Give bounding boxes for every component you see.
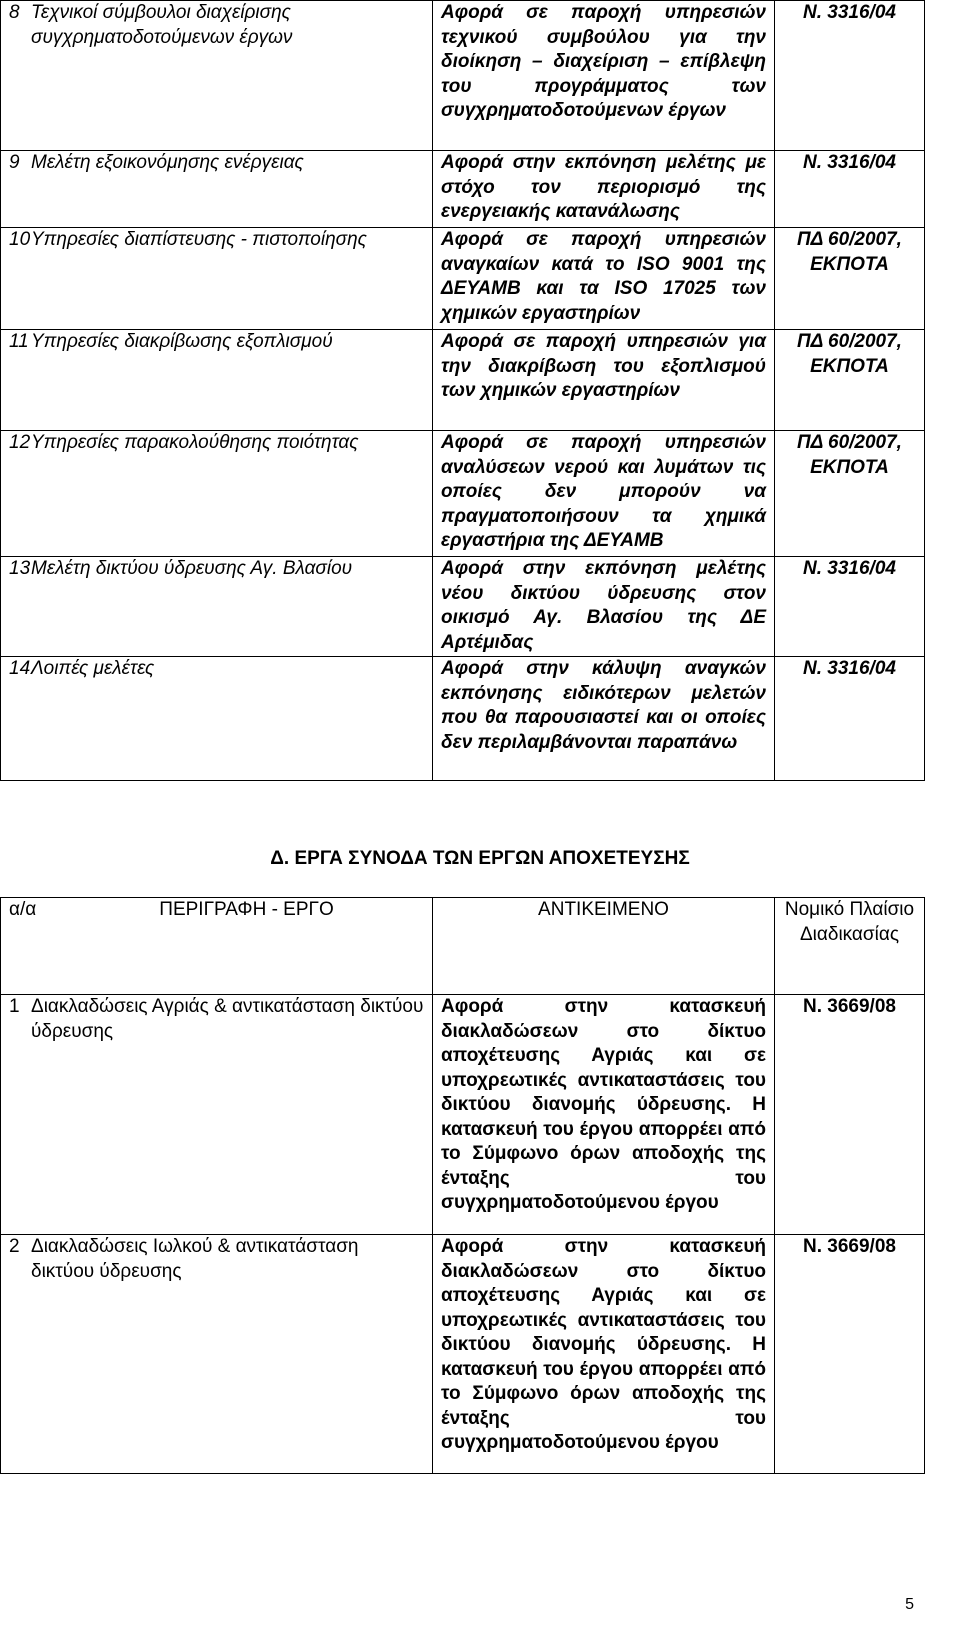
row-object: Αφορά στην κατασκευή διακλαδώσεων στο δίκτυο αποχέτευσης Αγριάς και σε υποχρεωτικές αντικαταστάσεις του δικτύου διανομής ύδρευσης. Η κατασκευή του έργου απορρέει από το Σύμφωνο όρων αποδοχής της ένταξης του συγχρηματοδοτούμενου έργου	[433, 995, 775, 1235]
table-row	[1, 1, 925, 151]
row-number: 10	[9, 229, 31, 250]
row-legal-frame: Ν. 3316/04	[775, 151, 925, 228]
row-title: Υπηρεσίες παρακολούθησης ποιότητας	[31, 432, 359, 453]
row-title: Μελέτη εξοικονόμησης ενέργειας	[31, 152, 304, 173]
row-number: 2	[9, 1236, 20, 1257]
sewerage-projects-table	[0, 897, 925, 1474]
row-object: Αφορά σε παροχή υπηρεσιών αναγκαίων κατά το ISO 9001 της ΔΕΥΑΜΒ και τα ISO 17025 των χημικών εργαστηρίων	[433, 228, 775, 330]
row-number: 9	[9, 152, 20, 173]
row-number: 1	[9, 996, 20, 1017]
row-title-cell	[1, 657, 433, 781]
row-number: 12	[9, 432, 31, 453]
table-row	[1, 431, 925, 557]
row-title-cell	[1, 228, 433, 330]
row-title-cell	[1, 431, 433, 557]
row-number: 8	[9, 2, 20, 23]
header-object: ΑΝΤΙΚΕΙΜΕΝΟ	[433, 898, 775, 995]
row-title: Υπηρεσίες διακρίβωσης εξοπλισμού	[31, 331, 333, 352]
row-object: Αφορά στην κατασκευή διακλαδώσεων στο δίκτυο αποχέτευσης Αγριάς και σε υποχρεωτικές αντικαταστάσεις του δικτύου διανομής ύδρευσης. Η κατασκευή του έργου απορρέει από το Σύμφωνο όρων αποδοχής της ένταξης του συγχρηματοδοτούμενου έργου	[433, 1235, 775, 1474]
header-description: ΠΕΡΙΓΡΑΦΗ - ΕΡΓΟ	[159, 899, 334, 920]
row-number: 11	[9, 331, 29, 352]
row-object: Αφορά στην εκπόνηση μελέτης νέου δικτύου ύδρευσης στον οικισμό Αγ. Βλασίου της ΔΕ Αρτέμιδας	[433, 557, 775, 657]
row-legal-frame: ΠΔ 60/2007, ΕΚΠΟΤΑ	[775, 431, 925, 557]
table-row	[1, 1235, 925, 1474]
row-object: Αφορά σε παροχή υπηρεσιών αναλύσεων νερού και λυμάτων τις οποίες δεν μπορούν να πραγματοποιήσουν τα χημικά εργαστήρια της ΔΕΥΑΜΒ	[433, 431, 775, 557]
row-number: 13	[9, 558, 31, 579]
row-title-cell	[1, 557, 433, 657]
row-legal-frame: Ν. 3669/08	[775, 1235, 925, 1474]
table-row	[1, 657, 925, 781]
header-aa: α/α	[9, 899, 37, 920]
table-row	[1, 228, 925, 330]
table-row	[1, 995, 925, 1235]
row-object: Αφορά σε παροχή υπηρεσιών για την διακρίβωση του εξοπλισμού των χημικών εργαστηρίων	[433, 330, 775, 431]
row-object: Αφορά στην εκπόνηση μελέτης με στόχο τον περιορισμό της ενεργειακής κατανάλωσης	[433, 151, 775, 228]
row-object: Αφορά σε παροχή υπηρεσιών τεχνικού συμβούλου για την διοίκηση – διαχείριση – επίβλεψη του προγράμματος των συγχρηματοδοτούμενων έργων	[433, 1, 775, 151]
header-legal-frame: Νομικό Πλαίσιο Διαδικασίας	[775, 898, 925, 995]
header-aa-desc	[1, 898, 433, 995]
table-row	[1, 330, 925, 431]
row-title-cell	[1, 330, 433, 431]
page-number: 5	[905, 1596, 914, 1613]
row-title: Υπηρεσίες διαπίστευσης - πιστοποίησης	[31, 229, 367, 250]
row-title: Διακλαδώσεις Αγριάς & αντικατάσταση δικτύου ύδρευσης	[31, 996, 424, 1042]
row-legal-frame: Ν. 3316/04	[775, 657, 925, 781]
section-title: Δ. ΕΡΓΑ ΣΥΝΟΔΑ ΤΩΝ ΕΡΓΩΝ ΑΠΟΧΕΤΕΥΣΗΣ	[270, 848, 690, 869]
table-header-row	[1, 898, 925, 995]
row-legal-frame: Ν. 3669/08	[775, 995, 925, 1235]
table-row	[1, 151, 925, 228]
row-title-cell	[1, 1235, 433, 1474]
row-title: Μελέτη δικτύου ύδρευσης Αγ. Βλασίου	[31, 558, 353, 579]
row-number: 14	[9, 658, 31, 679]
projects-table-continued	[0, 0, 925, 781]
row-title-cell	[1, 995, 433, 1235]
row-legal-frame: Ν. 3316/04	[775, 1, 925, 151]
row-legal-frame: ΠΔ 60/2007, ΕΚΠΟΤΑ	[775, 228, 925, 330]
row-object: Αφορά στην κάλυψη αναγκών εκπόνησης ειδικότερων μελετών που θα παρουσιαστεί και οι οποίες δεν περιλαμβάνονται παραπάνω	[433, 657, 775, 781]
row-title: Διακλαδώσεις Ιωλκού & αντικατάσταση δικτύου ύδρευσης	[31, 1236, 359, 1282]
row-title: Λοιπές μελέτες	[31, 658, 155, 679]
row-legal-frame: ΠΔ 60/2007, ΕΚΠΟΤΑ	[775, 330, 925, 431]
row-title-cell	[1, 1, 433, 151]
table-row	[1, 557, 925, 657]
row-title-cell	[1, 151, 433, 228]
row-title: Τεχνικοί σύμβουλοι διαχείρισης συγχρηματοδοτούμενων έργων	[31, 2, 293, 48]
row-legal-frame: Ν. 3316/04	[775, 557, 925, 657]
